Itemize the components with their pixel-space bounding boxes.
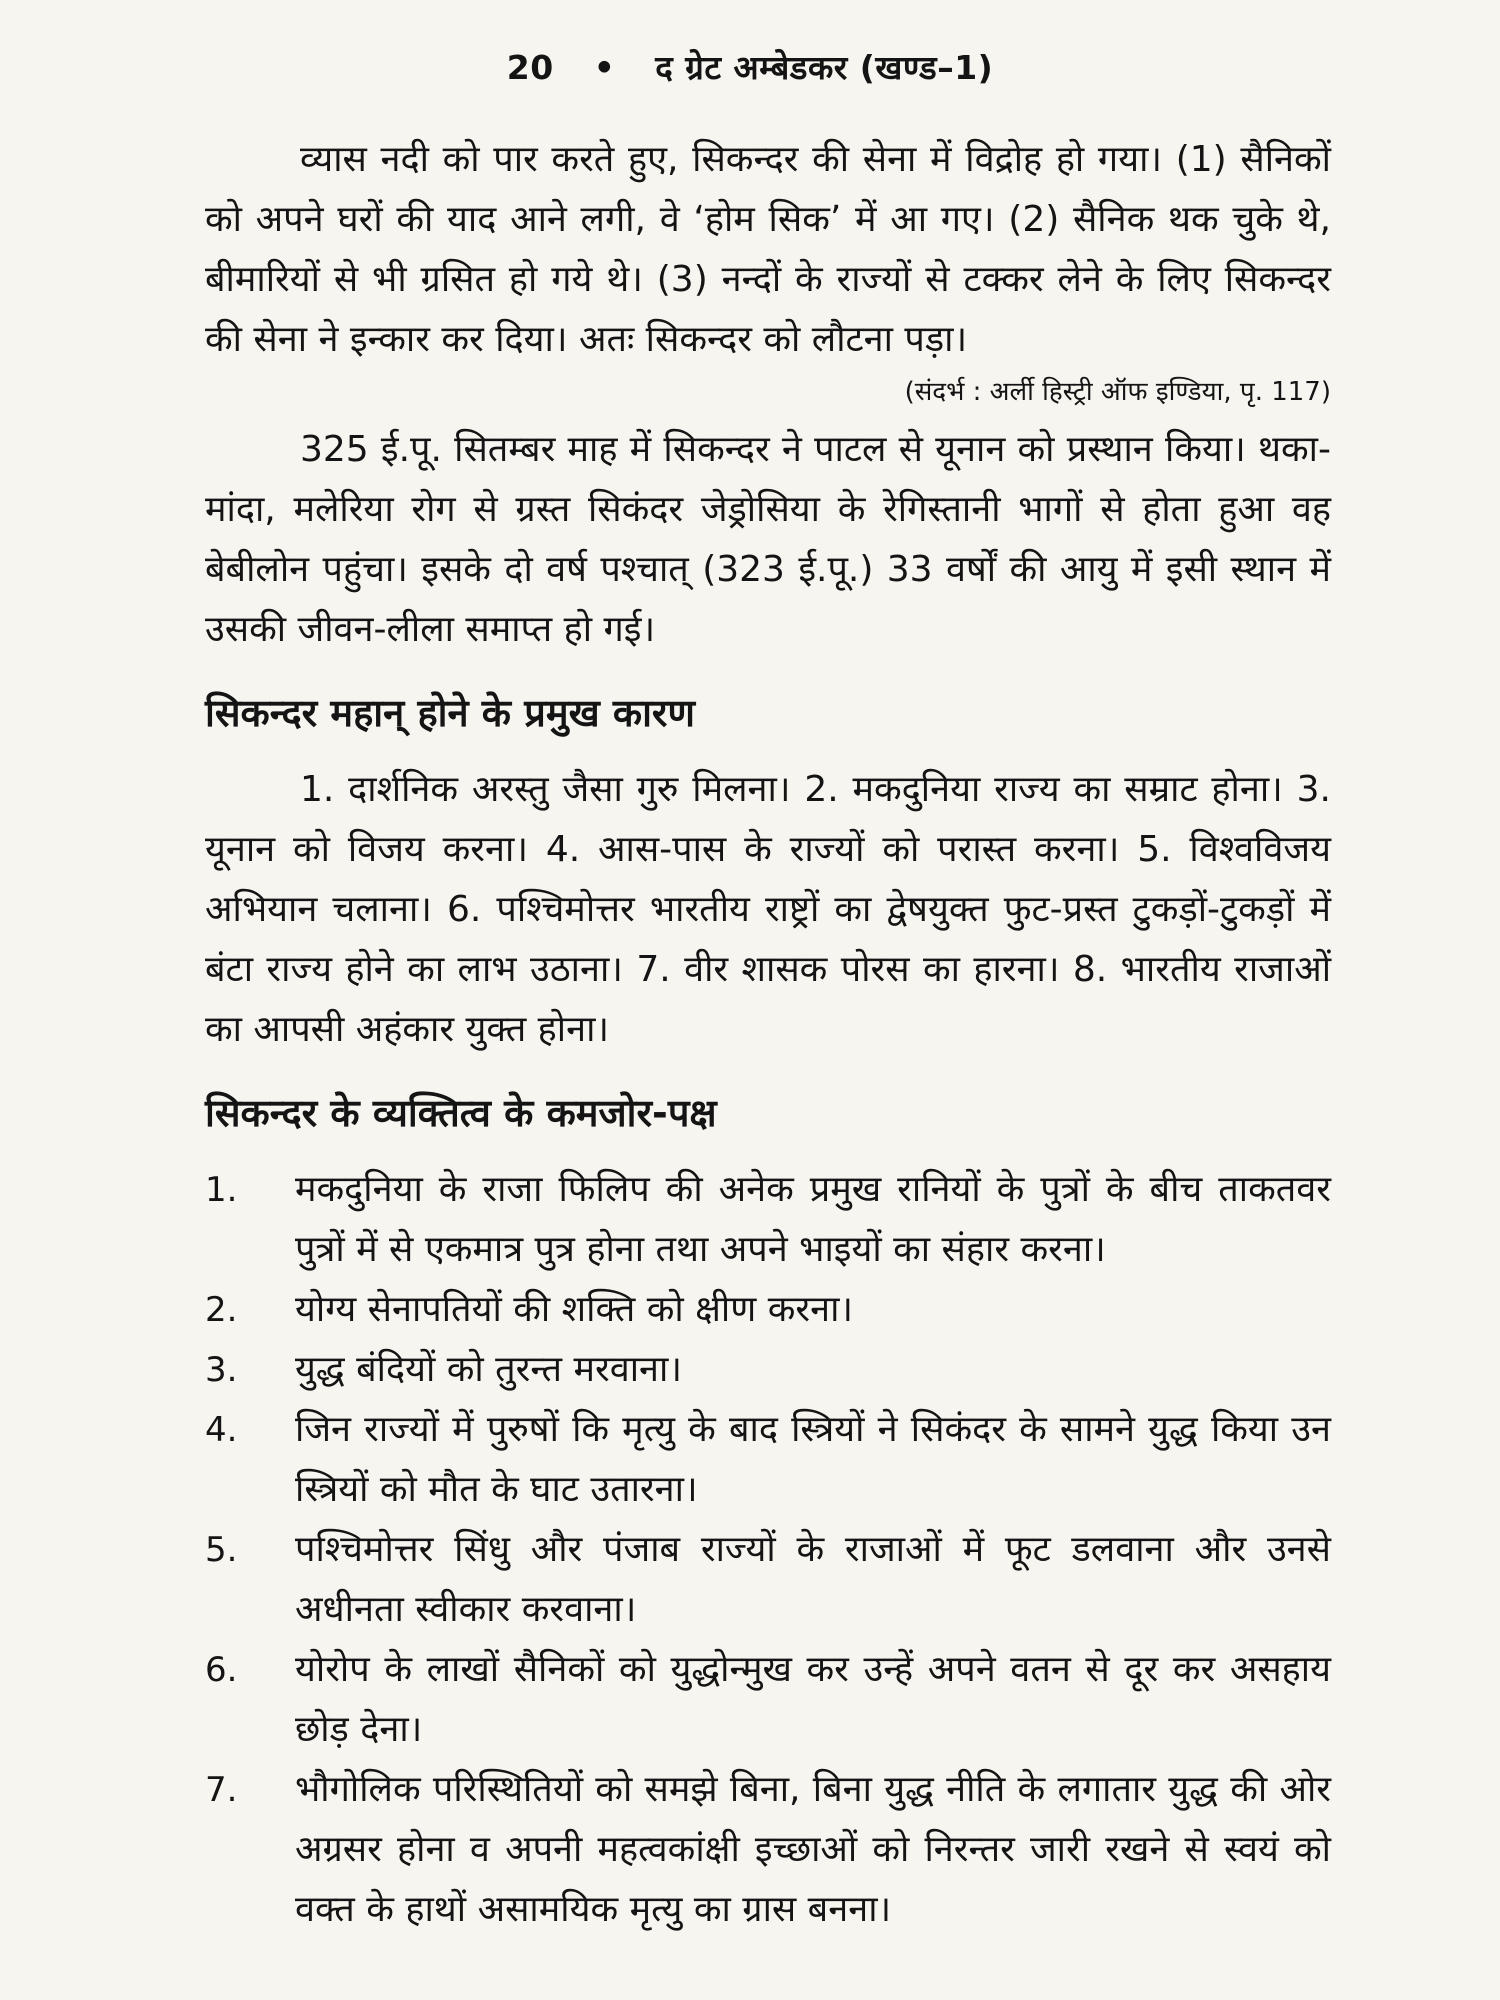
book-title: द ग्रेट अम्बेडकर (खण्ड–1) (655, 48, 994, 87)
list-item (205, 1760, 1331, 1940)
list-item-text: भौगोलिक परिस्थितियों को समझे बिना, बिना युद्ध नीति के लगातार युद्ध की ओर अग्रसर होना व अपनी महत्वकांक्षी इच्छाओं को निरन्तर जारी रखने से स्वयं को वक्त के हाथों असामयिक मृत्यु का ग्रास बनना। (295, 1769, 1331, 1930)
section-heading-reasons: सिकन्दर महान् होने के प्रमुख कारण (205, 691, 695, 735)
paragraph-return-journey: 325 ई.पू. सितम्बर माह में सिकन्दर ने पाटल से यूनान को प्रस्थान किया। थका-मांदा, मलेरिया रोग से ग्रस्त सिकंदर जेड्रोसिया के रेगिस्तानी भागों से होता हुआ वह बेबीलोन पहुंचा। इसके दो वर्ष पश्चात् (323 ई.पू.) 33 वर्षों की आयु में इसी स्थान में उसकी जीवन-लीला समाप्त हो गई। (205, 429, 1331, 650)
paragraph-revolt: व्यास नदी को पार करते हुए, सिकन्दर की सेना में विद्रोह हो गया। (1) सैनिकों को अपने घरों की याद आने लगी, वे ‘होम सिक’ में आ गए। (2) सैनिक थक चुके थे, बीमारियों से भी ग्रसित हो गये थे। (3) नन्दों के राज्यों से टक्कर लेने के लिए सिकन्दर की सेना ने इन्कार कर दिया। अतः सिकन्दर को लौटना पड़ा। (205, 139, 1331, 360)
list-item (205, 1340, 1331, 1400)
list-item-number: 2. (205, 1290, 238, 1330)
paragraph-reasons: 1. दार्शनिक अरस्तु जैसा गुरु मिलना। 2. मकदुनिया राज्य का सम्राट होना। 3. यूनान को विजय करना। 4. आस-पास के राज्यों को परास्त करना। 5. विश्वविजय अभियान चलाना। 6. पश्चिमोत्तर भारतीय राष्ट्रों का द्वेषयुक्त फुट-प्रस्त टुकड़ों-टुकड़ों में बंटा राज्य होने का लाभ उठाना। 7. वीर शासक पोरस का हारना। 8. भारतीय राजाओं का आपसी अहंकार युक्त होना। (205, 769, 1331, 1050)
weaknesses-list (205, 1160, 1331, 1940)
citation-reference: (संदर्भ : अर्ली हिस्ट्री ऑफ इण्डिया, पृ. 117) (904, 377, 1331, 407)
list-item (205, 1280, 1331, 1340)
running-header (0, 44, 1500, 89)
list-item-number: 1. (205, 1170, 238, 1210)
list-item (205, 1400, 1331, 1520)
list-item (205, 1160, 1331, 1280)
list-item-text: पश्चिमोत्तर सिंधु और पंजाब राज्यों के राजाओं में फूट डलवाना और उनसे अधीनता स्वीकार करवाना। (295, 1529, 1331, 1630)
list-item-number: 6. (205, 1650, 238, 1690)
list-item (205, 1640, 1331, 1760)
list-item-number: 5. (205, 1530, 238, 1570)
list-item-number: 7. (205, 1770, 238, 1810)
list-item-text: योरोप के लाखों सैनिकों को युद्धोन्मुख कर उन्हें अपने वतन से दूर कर असहाय छोड़ देना। (295, 1649, 1331, 1750)
list-item-text: मकदुनिया के राजा फिलिप की अनेक प्रमुख रानियों के पुत्रों के बीच ताकतवर पुत्रों में से एकमात्र पुत्र होना तथा अपने भाइयों का संहार करना। (295, 1169, 1331, 1270)
page-content (205, 130, 1331, 1940)
header-bullet: • (593, 48, 616, 87)
list-item-number: 4. (205, 1410, 238, 1450)
section-heading-weaknesses: सिकन्दर के व्यक्तित्व के कमजोर-पक्ष (205, 1091, 717, 1135)
list-item-text: योग्य सेनापतियों की शक्ति को क्षीण करना। (295, 1289, 854, 1330)
page-number: 20 (506, 48, 554, 87)
list-item (205, 1520, 1331, 1640)
list-item-text: जिन राज्यों में पुरुषों कि मृत्यु के बाद स्त्रियों ने सिकंदर के सामने युद्ध किया उन स्त्रियों को मौत के घाट उतारना। (295, 1409, 1331, 1510)
list-item-text: युद्ध बंदियों को तुरन्त मरवाना। (295, 1349, 682, 1390)
list-item-number: 3. (205, 1350, 238, 1390)
